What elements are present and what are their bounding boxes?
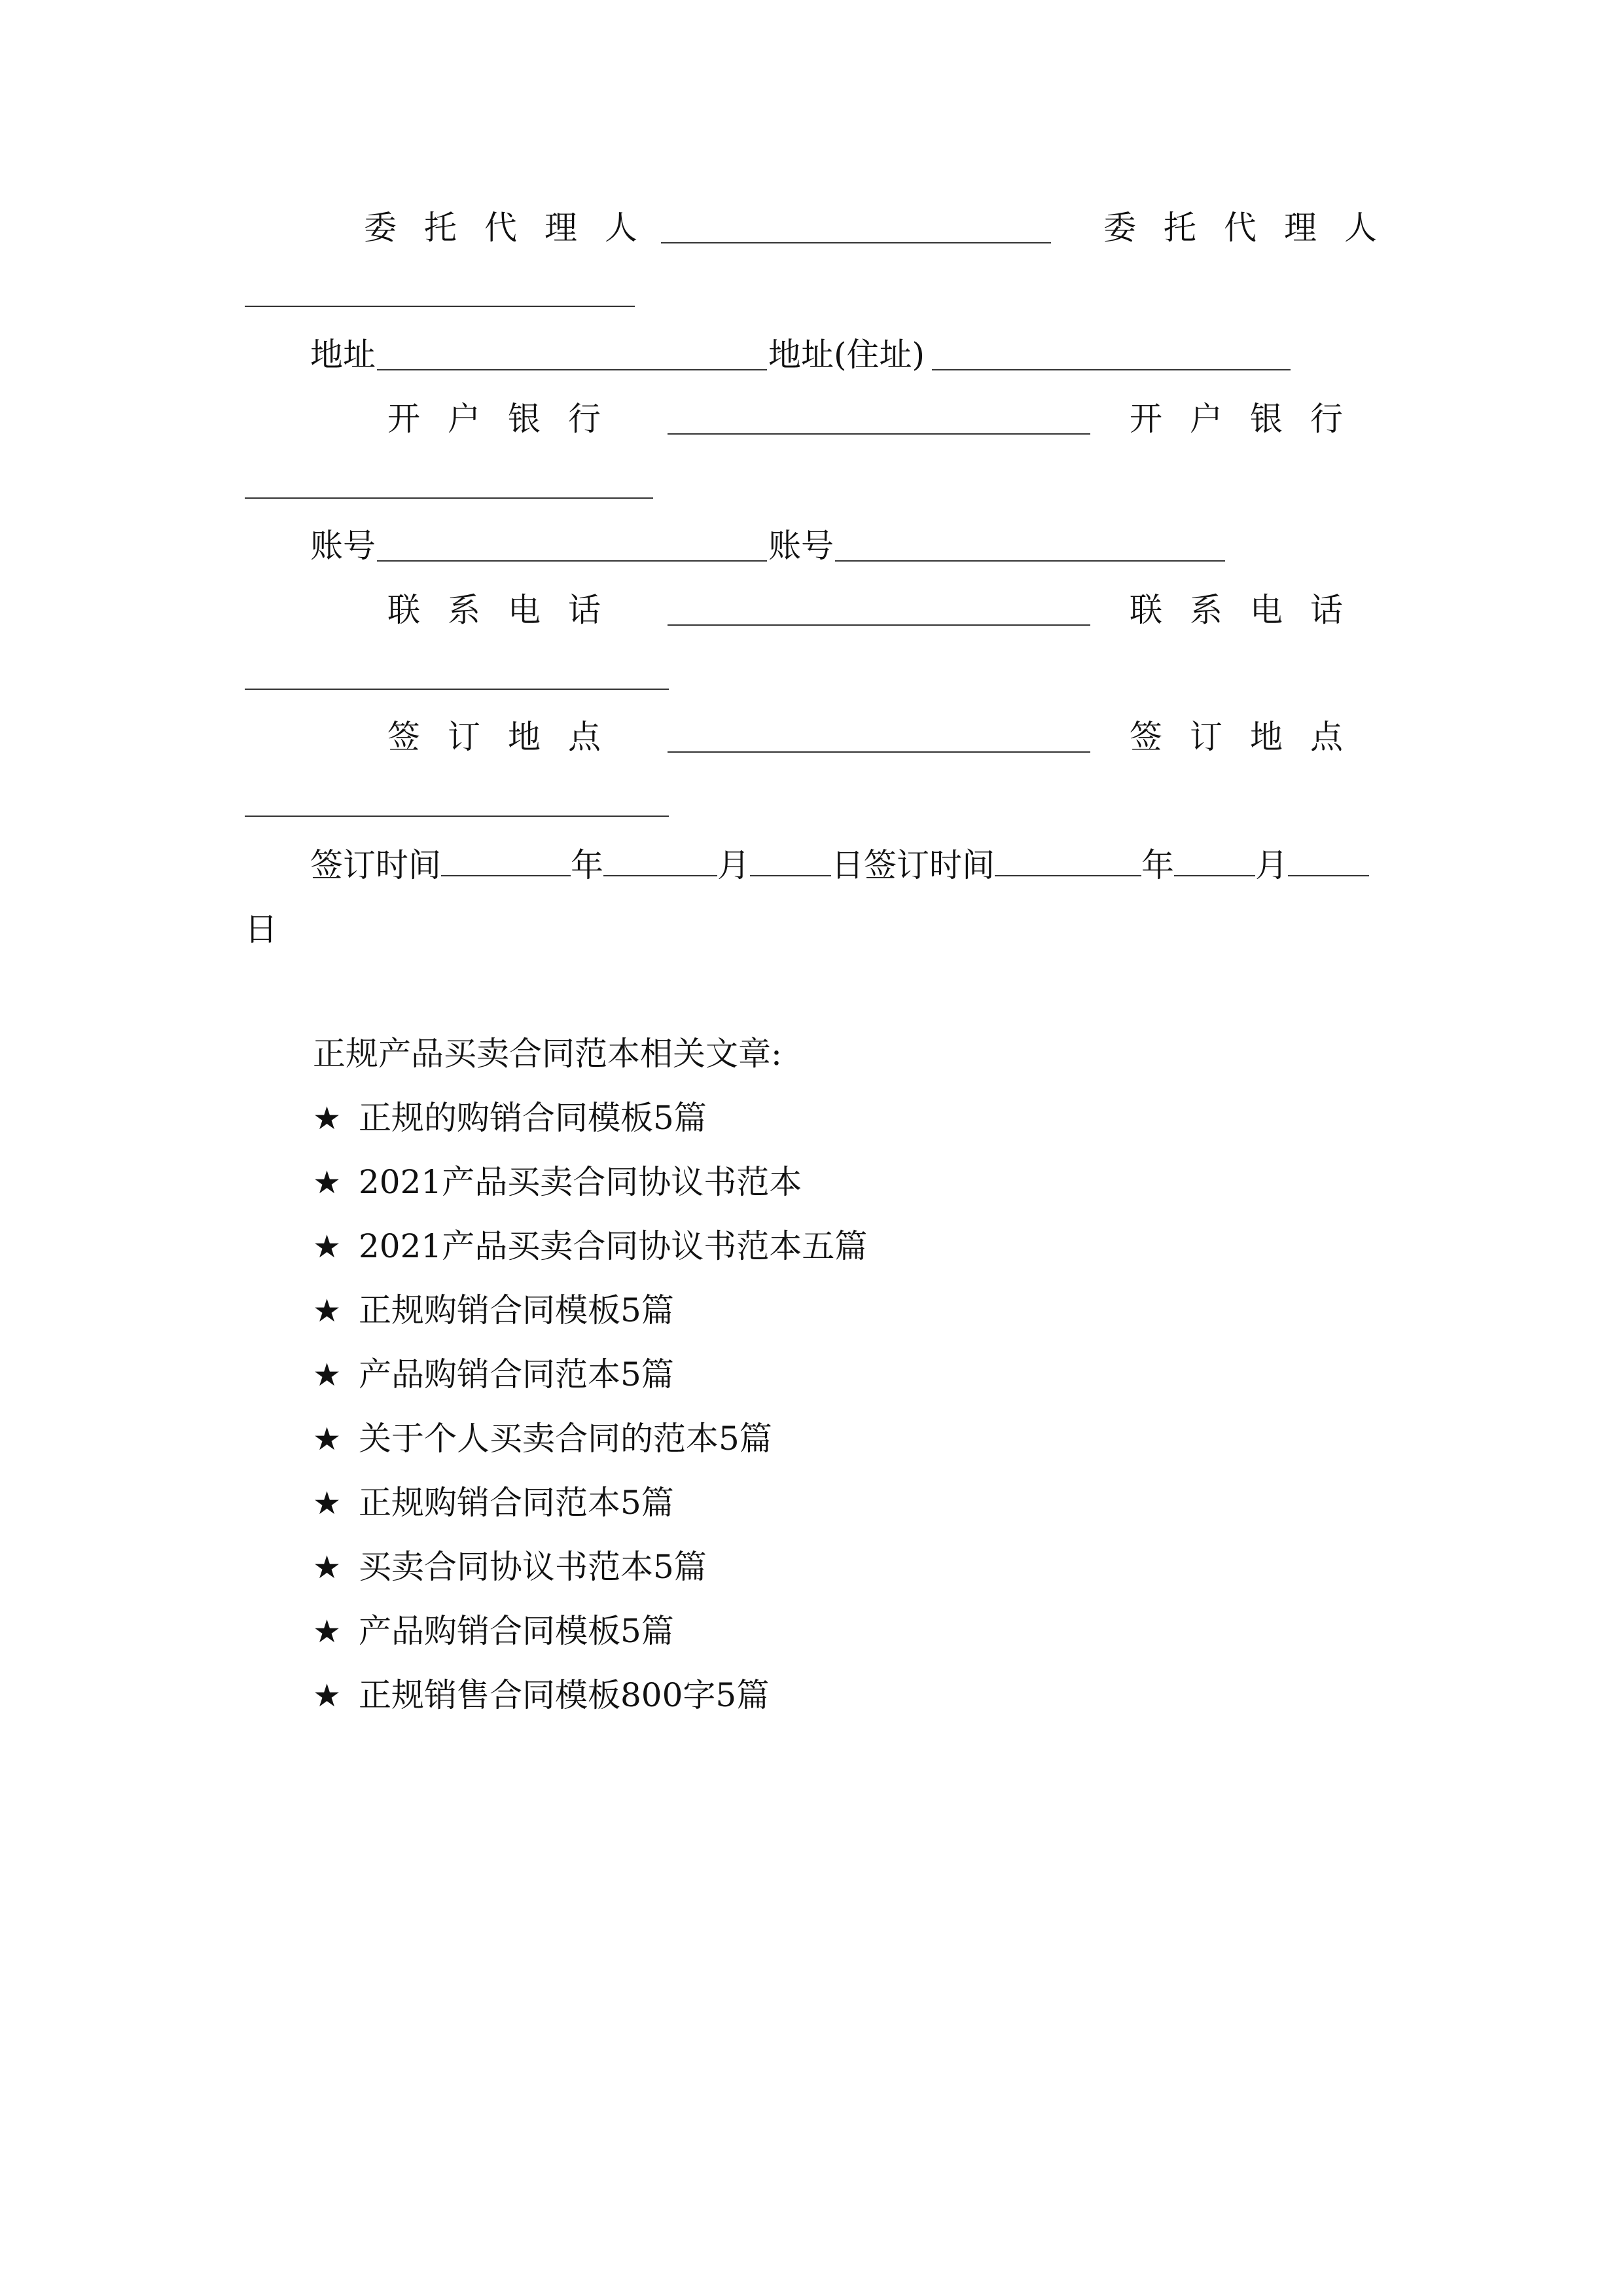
agent-blank-party-b[interactable] [245,306,635,307]
star-icon: ★ [313,1357,342,1393]
account-blank-party-a[interactable] [377,560,767,562]
star-icon: ★ [313,1100,342,1137]
list-item[interactable] [313,1227,867,1291]
year-label-party-a: 年 [571,846,603,884]
related-link[interactable]: 2021产品买卖合同协议书范本五篇 [359,1227,868,1265]
list-item[interactable] [313,1483,867,1547]
list-item[interactable] [313,1419,867,1483]
sign-place-label-party-a: 签订地点 [387,718,628,756]
related-link[interactable]: 正规的购销合同模板5篇 [359,1099,707,1137]
related-link[interactable]: 2021产品买卖合同协议书范本 [359,1163,802,1201]
list-item[interactable] [313,1355,867,1419]
related-link[interactable]: 关于个人买卖合同的范本5篇 [359,1420,772,1458]
month-blank-party-b[interactable] [1174,846,1255,876]
star-icon: ★ [313,1421,342,1458]
month-label-party-a: 月 [717,846,750,884]
star-icon: ★ [313,1485,342,1522]
account-label-party-a: 账号 [310,527,376,565]
list-item[interactable] [313,1676,867,1740]
year-blank-party-b[interactable] [995,846,1141,876]
list-item[interactable] [313,1611,867,1676]
star-icon: ★ [313,1549,342,1586]
sign-place-label-party-b: 签订地点 [1130,718,1370,756]
related-link[interactable]: 正规购销合同模板5篇 [359,1291,674,1329]
related-link[interactable]: 产品购销合同范本5篇 [359,1355,674,1393]
year-label-party-b: 年 [1141,846,1174,884]
sign-time-row [310,846,1369,885]
star-icon: ★ [313,1293,342,1329]
related-link[interactable]: 正规销售合同模板800字5篇 [359,1676,770,1714]
sign-time-label-party-a: 签订时间 [310,846,441,884]
agent-blank-party-a[interactable] [661,242,1051,243]
month-blank-party-a[interactable] [603,846,717,876]
list-item[interactable] [313,1547,867,1611]
related-link[interactable]: 买卖合同协议书范本5篇 [359,1548,707,1586]
address-blank-party-b[interactable] [932,369,1291,370]
star-icon: ★ [313,1229,342,1265]
account-label-party-b: 账号 [768,527,834,565]
month-label-party-b: 月 [1255,846,1288,884]
address-blank-party-a[interactable] [377,369,767,370]
phone-blank-party-b[interactable] [245,689,669,690]
bank-label-party-b: 开户银行 [1130,400,1370,438]
day-label-party-a: 日 [831,846,864,884]
phone-label-party-b: 联系电话 [1130,591,1370,629]
year-blank-party-a[interactable] [441,846,571,876]
list-item[interactable] [313,1291,867,1355]
list-item[interactable] [313,1162,867,1227]
agent-label-party-a: 委托代理人 [364,209,665,247]
bank-blank-party-b[interactable] [245,497,653,499]
account-blank-party-b[interactable] [835,560,1225,562]
day-label-party-b: 日 [245,910,277,948]
bank-blank-party-a[interactable] [668,433,1090,435]
bank-label-party-a: 开户银行 [387,400,628,438]
sign-time-label-party-b: 签订时间 [864,846,995,884]
sign-place-blank-party-b[interactable] [245,816,669,817]
sign-place-blank-party-a[interactable] [668,751,1090,753]
related-heading: 正规产品买卖合同范本相关文章: [313,1035,782,1073]
star-icon: ★ [313,1613,342,1650]
star-icon: ★ [313,1164,342,1201]
list-item[interactable] [313,1098,867,1162]
related-link[interactable]: 产品购销合同模板5篇 [359,1612,674,1650]
agent-label-party-b: 委托代理人 [1103,209,1404,247]
phone-label-party-a: 联系电话 [387,591,628,629]
star-icon: ★ [313,1677,342,1714]
related-list [313,1098,867,1740]
day-blank-party-b[interactable] [1288,846,1369,876]
address-label-party-a: 地址 [310,336,376,374]
day-blank-party-a[interactable] [750,846,831,876]
phone-blank-party-a[interactable] [668,624,1090,626]
address-label-party-b: 地址(住址) [768,336,925,374]
related-link[interactable]: 正规购销合同范本5篇 [359,1484,674,1522]
